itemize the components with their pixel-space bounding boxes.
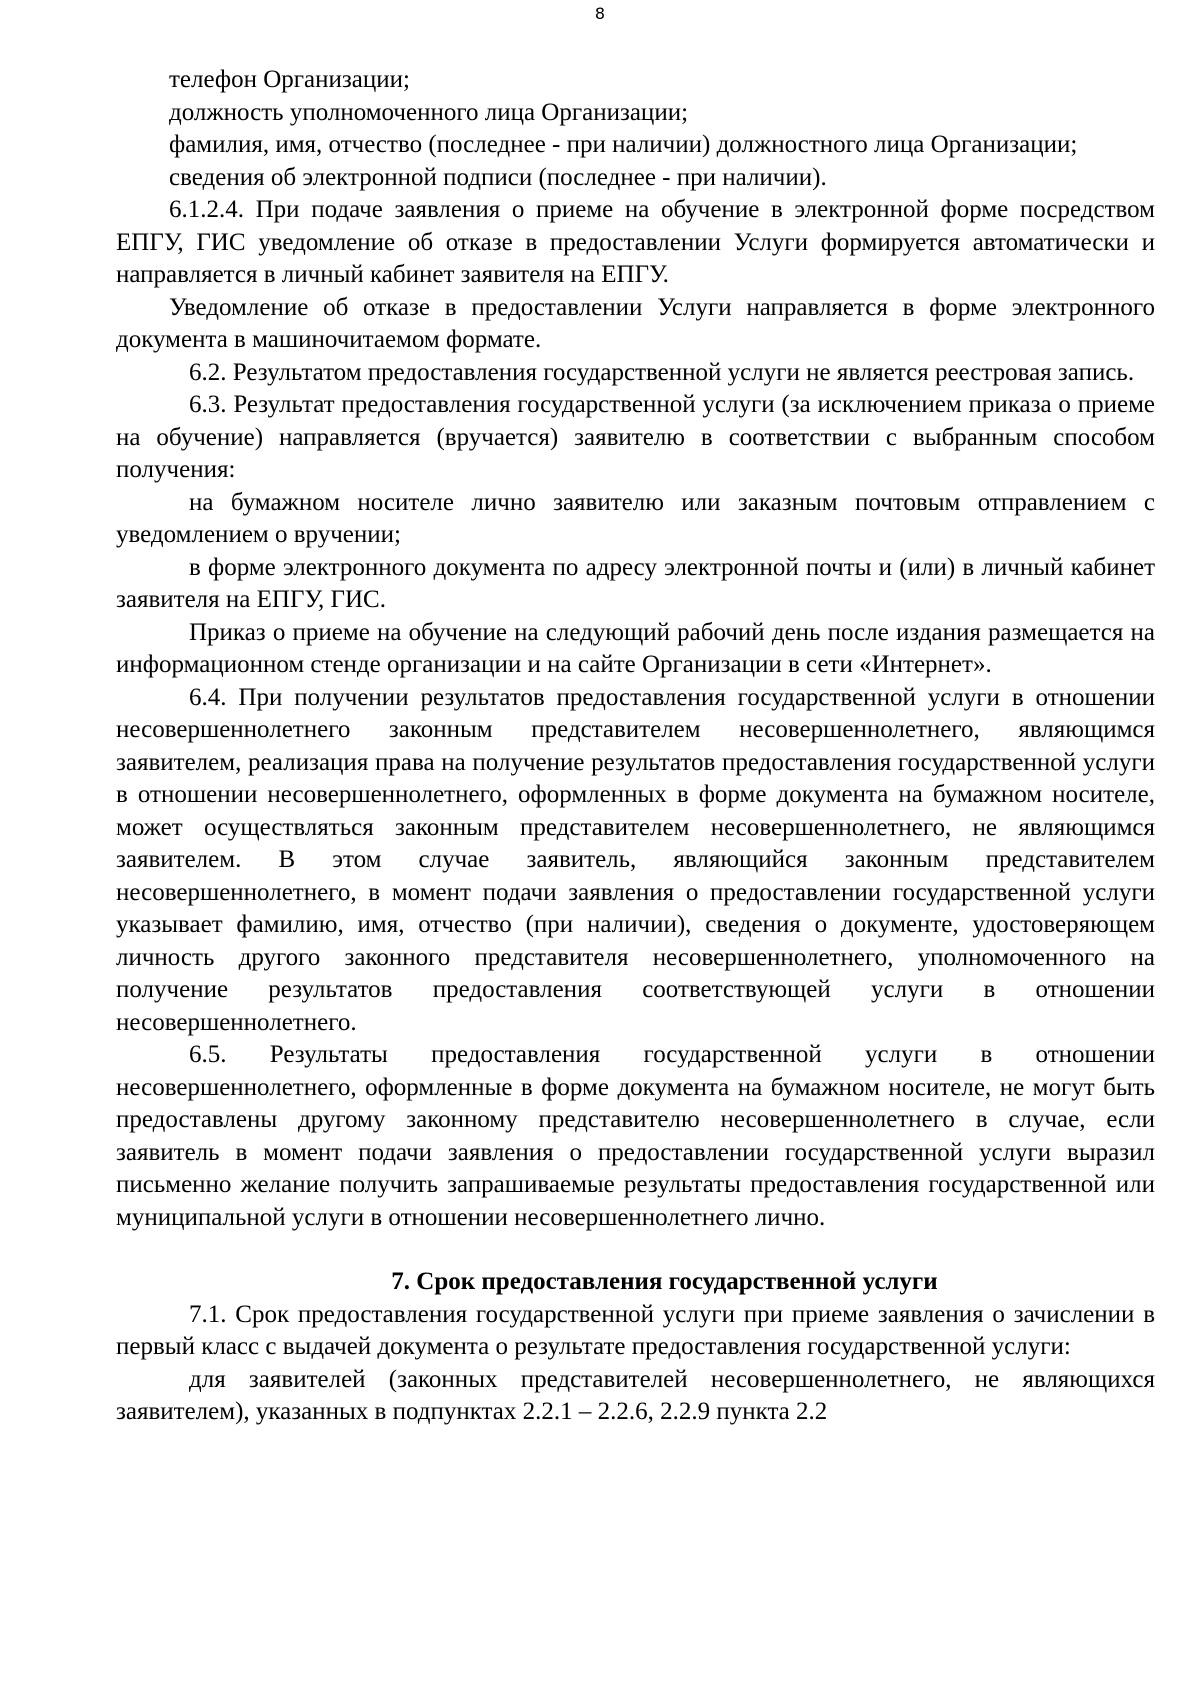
section-heading: 7. Срок предоставления государственной услуги xyxy=(391,1268,938,1295)
paragraph: фамилия, имя, отчество (последнее - при наличии) должностного лица Организации; xyxy=(169,131,1078,158)
paragraph: сведения об электронной подписи (последнее - при наличии). xyxy=(169,163,827,191)
paragraph: 7.1. Срок предоставления государственной услуги при приеме заявления о зачислении в первый класс с выдачей документа о результате предоставления государственной услуги: xyxy=(116,1300,1155,1360)
paragraph: в форме электронного документа по адресу электронной почты и (или) в личный кабинет заявителя на ЕПГУ, ГИС. xyxy=(116,553,1155,613)
paragraph: на бумажном носителе лично заявителю или заказным почтовым отправлением с уведомлением о вручении; xyxy=(116,488,1155,548)
document-body xyxy=(116,64,1155,1429)
paragraph: 6.4. При получении результатов предоставления государственной услуги в отношении несовершеннолетнего законным представителем несовершеннолетнего, являющимся заявителем, реализация права на получение результатов предоставления государственной услуги в отношении несовершеннолетнего, оформленных в форме документа на бумажном носителе, может осуществляться законным представителем несовершеннолетнего, не являющимся заявителем. В этом случае заявитель, являющийся законным представителем несовершеннолетнего, в момент подачи заявления о предоставлении государственной услуги указывает фамилию, имя, отчество (при наличии), сведения о документе, удостоверяющем личность другого законного представителя несовершеннолетнего, уполномоченного на получение результатов предоставления соответствующей услуги в отношении несовершеннолетнего. xyxy=(116,683,1155,1036)
paragraph: 6.3. Результат предоставления государственной услуги (за исключением приказа о приеме на обучение) направляется (вручается) заявителю в соответствии с выбранным способом получения: xyxy=(116,391,1155,483)
page-number: 8 xyxy=(594,4,606,23)
paragraph: должность уполномоченного лица Организации; xyxy=(169,98,689,126)
paragraphs-top xyxy=(116,64,1155,1234)
paragraphs-bottom xyxy=(116,1299,1155,1429)
paragraph: 6.1.2.4. При подаче заявления о приеме на обучение в электронной форме посредством ЕПГУ, ГИС уведомление об отказе в предоставлении Услуги формируется автоматически и направляется в личный кабинет заявителя на ЕПГУ. xyxy=(116,196,1155,288)
paragraph: 6.5. Результаты предоставления государственной услуги в отношении несовершеннолетнего, оформленные в форме документа на бумажном носителе, не могут быть предоставлены другому законному представителю несовершеннолетнего в случае, если заявитель в момент подачи заявления о предоставлении государственной услуги выразил письменно желание получить запрашиваемые результаты предоставления государственной или муниципальной услуги в отношении несовершеннолетнего лично. xyxy=(116,1041,1155,1231)
paragraph: телефон Организации; xyxy=(169,66,410,93)
paragraph: 6.2. Результатом предоставления государственной услуги не является реестровая запись. xyxy=(189,358,1135,386)
paragraph: Уведомление об отказе в предоставлении Услуги направляется в форме электронного документа в машиночитаемом формате. xyxy=(116,293,1155,353)
paragraph: для заявителей (законных представителей несовершеннолетнего, не являющихся заявителем), указанных в подпунктах 2.2.1 – 2.2.6, 2.2.9 пункта 2.2 xyxy=(116,1365,1155,1425)
paragraph: Приказ о приеме на обучение на следующий рабочий день после издания размещается на информационном стенде организации и на сайте Организации в сети «Интернет». xyxy=(116,618,1155,678)
